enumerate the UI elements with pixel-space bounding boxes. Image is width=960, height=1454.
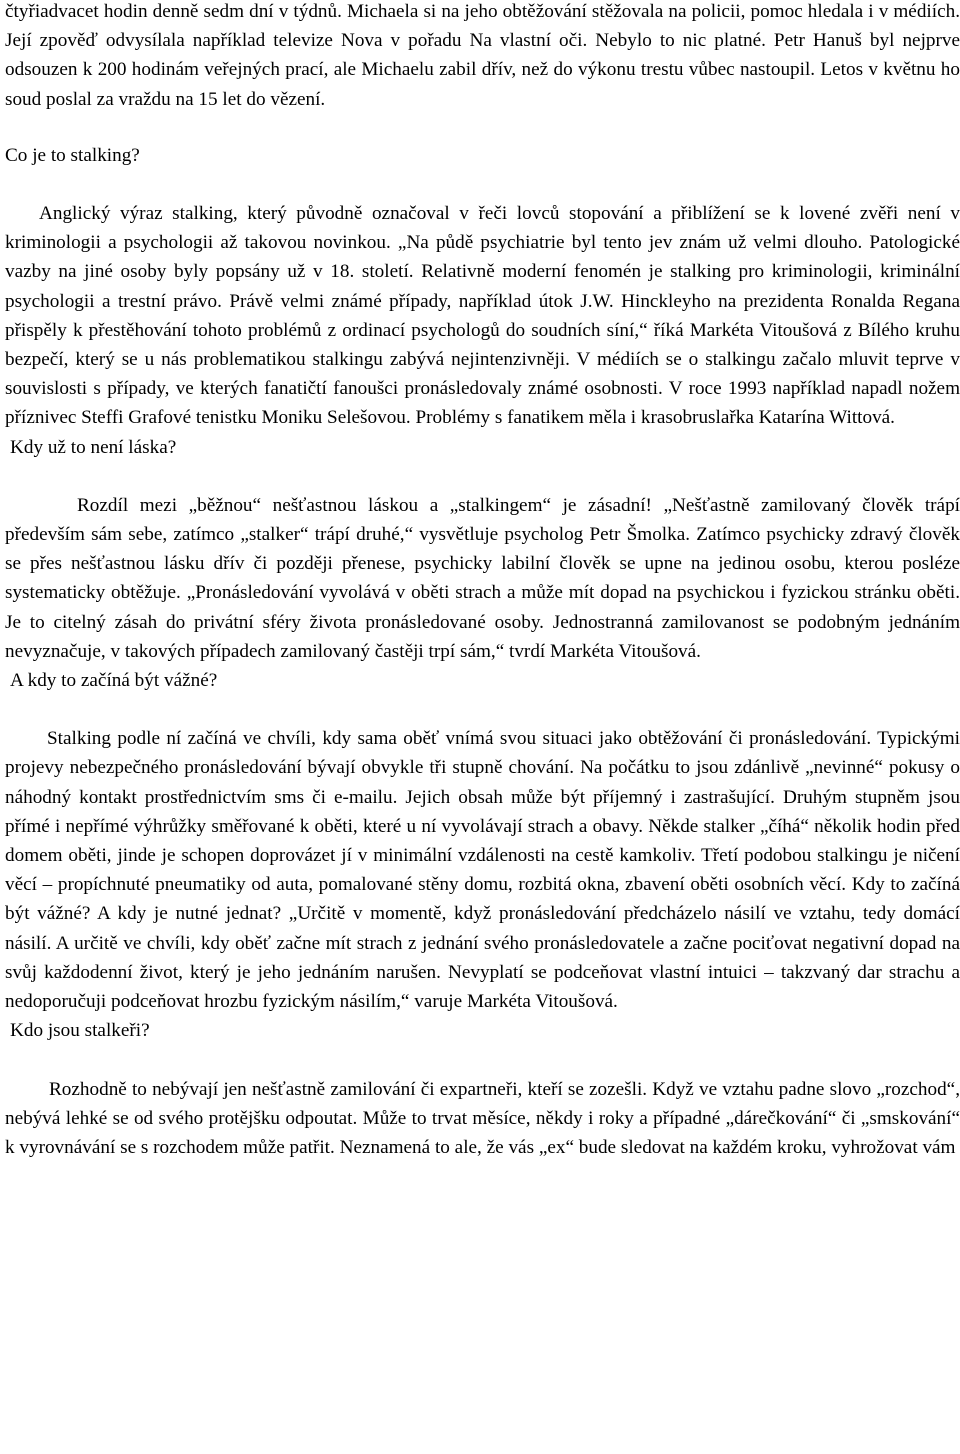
document-page (5, 0, 960, 1162)
intro-paragraph: čtyřiadvacet hodin denně sedm dní v týdnů. Michaela si na jeho obtěžování stěžovala na policii, pomoc hledala i v médiích. Její zpověď odvysílala například televize Nova v pořadu Na vlastní oči. Nebylo to nic platné. Petr Hanuš byl nejprve odsouzen k 200 hodinám veřejných prací, ale Michaelu zabil dřív, než do výkonu trestu vůbec nastoupil. Letos v květnu ho soud poslal za vraždu na 15 let do vězení. (5, 1, 960, 110)
paragraph-what-is-stalking: Anglický výraz stalking, který původně označoval v řeči lovců stopování a přiblížení se k lovené zvěři není v kriminologii a psychologii až takovou novinkou. „Na půdě psychiatrie byl tento jev znám už velmi dlouho. Patologické vazby na jiné osoby byly popsány už v 18. století. Relativně moderní fenomén je stalking pro kriminologii, kriminální psychologii a trestní právo. Právě velmi známé případy, například útok J.W. Hinckleyho na prezidenta Ronalda Regana přispěly k přestěhování tohoto problémů z ordinací psychologů do soudních síní,“ říká Markéta Vitoušová z Bílého kruhu bezpečí, který se u nás problematikou stalkingu zabývá nejintenzivněji. V médiích se o stalkingu začalo mluvit teprve v souvislosti s případy, ve kterých fanatičtí fanoušci pronásledovaly známé osobnosti. V roce 1993 například napadl nožem příznivec Steffi Grafové tenistku Moniku Selešovou. Problémy s fanatikem měla i krasobruslařka Katarína Wittová. (5, 203, 960, 429)
spacer (5, 695, 960, 724)
spacer (5, 1046, 960, 1075)
paragraph-not-love: Rozdíl mezi „běžnou“ nešťastnou láskou a „stalkingem“ je zásadní! „Nešťastně zamilovaný člověk trápí především sám sebe, zatímco „stalker“ trápí druhé,“ vysvětluje psycholog Petr Šmolka. Zatímco psychicky zdravý člověk se přes nešťastnou lásku dřív či později přenese, psychicky labilní člověk se upne na jedinou osobu, kterou posléze systematicky obtěžuje. „Pronásledování vyvolává v oběti strach a může mít dopad na psychickou i fyzickou stránku oběti. Je to citelný zásah do privátní sféry života pronásledované osoby. Jednostranná zamilovanost se podobným jednáním nevyznačuje, v takových případech zamilovaný častěji trpí sám,“ tvrdí Markéta Vitoušová. (5, 494, 960, 662)
heading-what-is-stalking: Co je to stalking? (5, 144, 140, 166)
spacer (5, 170, 960, 199)
spacer (5, 462, 960, 491)
heading-when-serious: A kdy to začíná být vážné? (10, 670, 218, 692)
spacer (5, 114, 960, 141)
paragraph-when-serious: Stalking podle ní začíná ve chvíli, kdy sama oběť vnímá svou situaci jako obtěžování či pronásledování. Typickými projevy nebezpečného pronásledování bývají obvykle tři stupně chování. Na počátku to jsou zdánlivě „nevinné“ pokusy o náhodný kontakt prostřednictvím sms či e-mailu. Jejich obsah může být příjemný i zastrašující. Druhým stupněm jsou přímé i nepřímé výhrůžky směřované k oběti, které u ní vyvolávají strach a obavy. Někde stalker „číhá“ několik hodin před domem oběti, jinde je schopen doprovázet jí v minimální vzdálenosti na cestě kamkoliv. Třetí podobou stalkingu je ničení věcí – propíchnuté pneumatiky od auta, pomalované stěny domu, rozbitá okna, zbavení oběti osobních věcí. Kdy to začíná být vážné? A kdy je nutné jednat? „Určitě v momentě, když pronásledování předcházelo násilí ve vztahu, tedy domácí násilí. A určitě ve chvíli, kdy oběť začne mít strach z jednání svého pronásledovatele a začne pociťovat negativní dopad na svůj každodenní život, který je jeho jednáním narušen. Nevyplatí se podceňovat vlastní intuici – takzvaný dar strachu a nedoporučuji podceňovat hrozbu fyzickým násilím,“ varuje Markéta Vitoušová. (5, 728, 960, 1013)
paragraph-who-are-stalkers: Rozhodně to nebývají jen nešťastně zamilování či expartneři, kteří se zozešli. Když ve vztahu padne slovo „rozchod“, nebývá lehké se od svého protějšku odpoutat. Může to trvat měsíce, někdy i roky a případné „dárečkování“ či „smskování“ k vyrovnávání se s rozchodem může patřit. Neznamená to ale, že vás „ex“ bude sledovat na každém kroku, vyhrožovat vám (5, 1078, 960, 1158)
heading-not-love: Kdy už to není láska? (10, 436, 177, 458)
heading-who-are-stalkers: Kdo jsou stalkeři? (10, 1020, 150, 1042)
